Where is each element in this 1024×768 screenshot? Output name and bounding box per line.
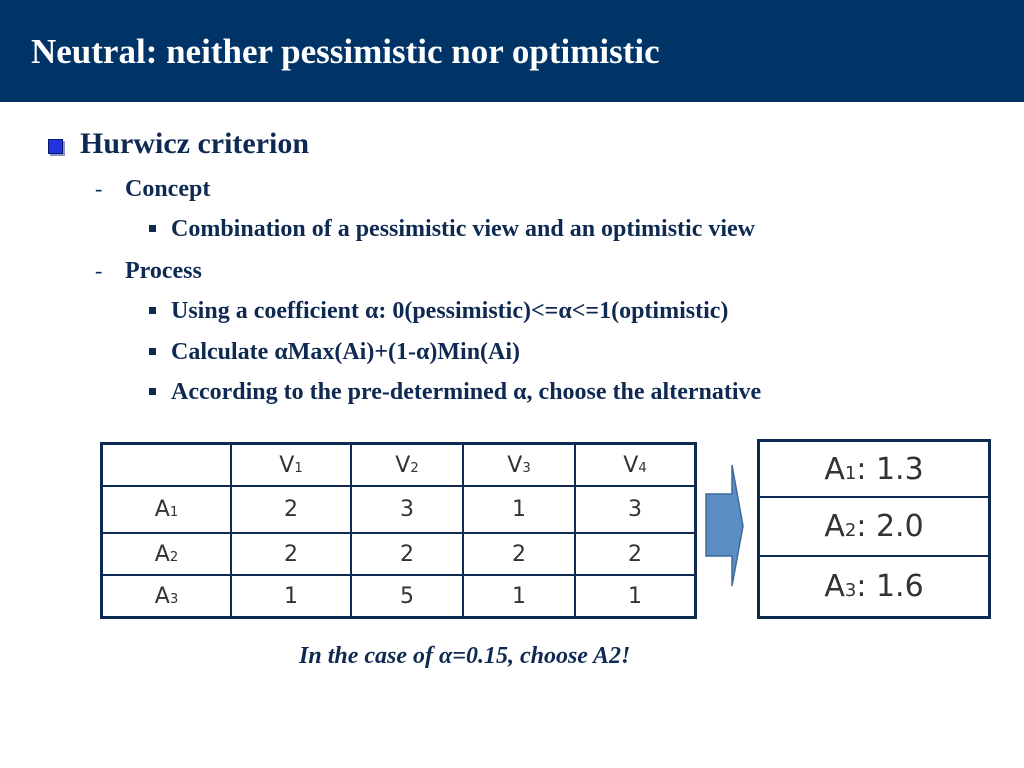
- table-cell: 3: [575, 486, 696, 533]
- table-corner-cell: [102, 444, 232, 487]
- table-cell: 1: [463, 486, 575, 533]
- table-cell: 1: [463, 575, 575, 618]
- result-row: [759, 441, 990, 498]
- result-cell: A2: 2.0: [759, 497, 990, 556]
- results-table: [757, 439, 991, 619]
- result-cell: A3: 1.6: [759, 556, 990, 618]
- table-cell: 1: [575, 575, 696, 618]
- row-header: A2: [102, 533, 232, 575]
- dash-bullet-icon: -: [95, 258, 103, 283]
- table-cell: 5: [351, 575, 463, 618]
- row-header: A3: [102, 575, 232, 618]
- table-header-row: [102, 444, 696, 487]
- table-cell: 2: [575, 533, 696, 575]
- column-header: V1: [231, 444, 351, 487]
- slide-title: Neutral: neither pessimistic nor optimistic: [31, 32, 660, 71]
- table-cell: 2: [351, 533, 463, 575]
- process-item-1: Using a coefficient α: 0(pessimistic)<=α<=1(optimistic): [171, 298, 729, 324]
- table-row: [102, 486, 696, 533]
- table-cell: 2: [231, 533, 351, 575]
- table-cell: 2: [231, 486, 351, 533]
- square-bullet-icon: [48, 139, 63, 154]
- table-cell: 2: [463, 533, 575, 575]
- small-square-bullet-icon: [149, 348, 156, 355]
- result-row: [759, 556, 990, 618]
- table-row: [102, 533, 696, 575]
- small-square-bullet-icon: [149, 307, 156, 314]
- column-header: V2: [351, 444, 463, 487]
- table-cell: 3: [351, 486, 463, 533]
- small-square-bullet-icon: [149, 388, 156, 395]
- concept-label: Concept: [125, 176, 211, 202]
- concept-item: Combination of a pessimistic view and an optimistic view: [171, 216, 756, 242]
- table-cell: 1: [231, 575, 351, 618]
- conclusion-text: In the case of α=0.15, choose A2!: [299, 643, 631, 669]
- process-item-2: Calculate αMax(Ai)+(1-α)Min(Ai): [171, 339, 521, 365]
- payoff-table: [100, 442, 697, 619]
- row-header: A1: [102, 486, 232, 533]
- dash-bullet-icon: -: [95, 176, 103, 201]
- column-header: V3: [463, 444, 575, 487]
- right-arrow-icon: [705, 464, 745, 588]
- table-row: [102, 575, 696, 618]
- result-cell: A1: 1.3: [759, 441, 990, 498]
- process-item-3: According to the pre-determined α, choose the alternative: [171, 379, 762, 405]
- process-label: Process: [125, 258, 202, 284]
- result-row: [759, 497, 990, 556]
- small-square-bullet-icon: [149, 225, 156, 232]
- heading-hurwicz: Hurwicz criterion: [80, 127, 310, 160]
- column-header: V4: [575, 444, 696, 487]
